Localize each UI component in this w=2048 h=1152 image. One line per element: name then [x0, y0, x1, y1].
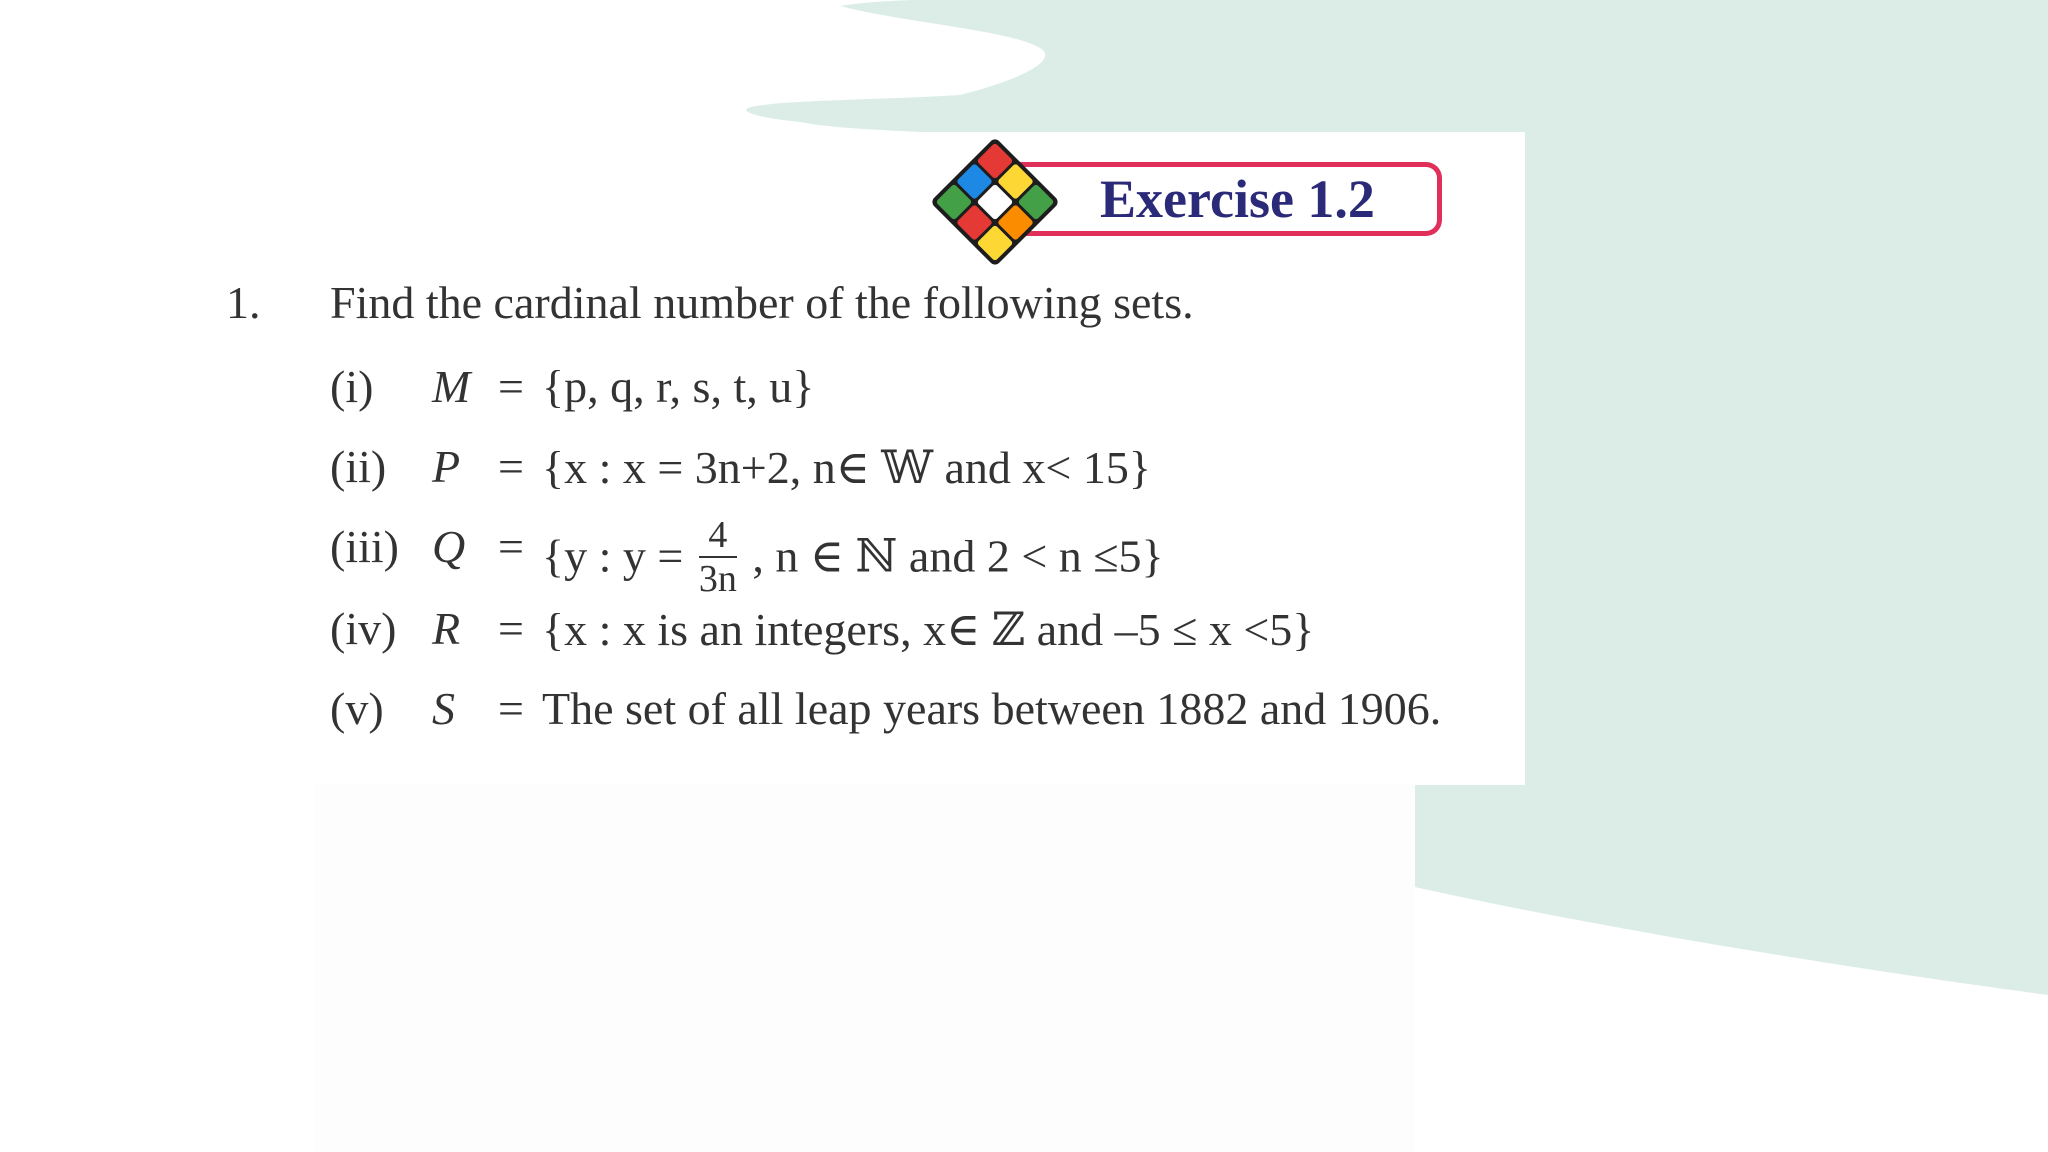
expression-end: , n ∈ ℕ and 2 < n ≤5}: [752, 530, 1164, 582]
exercise-title: Exercise 1.2: [1100, 169, 1375, 229]
exercise-header: [920, 132, 1460, 272]
set-expression: The set of all leap years between 1882 and 1906.: [542, 683, 1442, 734]
rubiks-cube-icon: [920, 132, 1070, 272]
question-prompt: Find the cardinal number of the following sets.: [330, 277, 1194, 328]
expression-start: {y : y =: [542, 530, 684, 582]
set-variable: R: [432, 603, 461, 654]
set-variable: P: [432, 441, 461, 492]
set-expression: {p, q, r, s, t, u}: [542, 361, 815, 412]
equals-sign: =: [498, 521, 524, 572]
item-label: (iii): [330, 521, 399, 572]
item-label: (i): [330, 361, 374, 412]
fraction-numerator: 4: [699, 516, 737, 558]
fraction-denominator: 3n: [698, 558, 737, 600]
equals-sign: =: [498, 361, 524, 412]
item-label: (v): [330, 683, 384, 734]
fraction: [699, 516, 737, 598]
set-expression: {x : x is an integers, x∈ ℤ and –5 ≤ x <5}: [542, 604, 1315, 655]
equals-sign: =: [498, 441, 524, 492]
set-expression: {x : x = 3n+2, n∈ 𝕎 and x< 15}: [542, 442, 1151, 493]
item-label: (iv): [330, 603, 397, 654]
set-expression: [542, 514, 1164, 602]
equals-sign: =: [498, 603, 524, 654]
set-variable: M: [432, 361, 471, 412]
equals-sign: =: [498, 683, 524, 734]
question-number: 1.: [226, 277, 261, 328]
item-label: (ii): [330, 441, 387, 492]
set-variable: Q: [432, 521, 466, 572]
set-variable: S: [432, 683, 455, 734]
content-panel-lower: [315, 784, 1415, 1152]
